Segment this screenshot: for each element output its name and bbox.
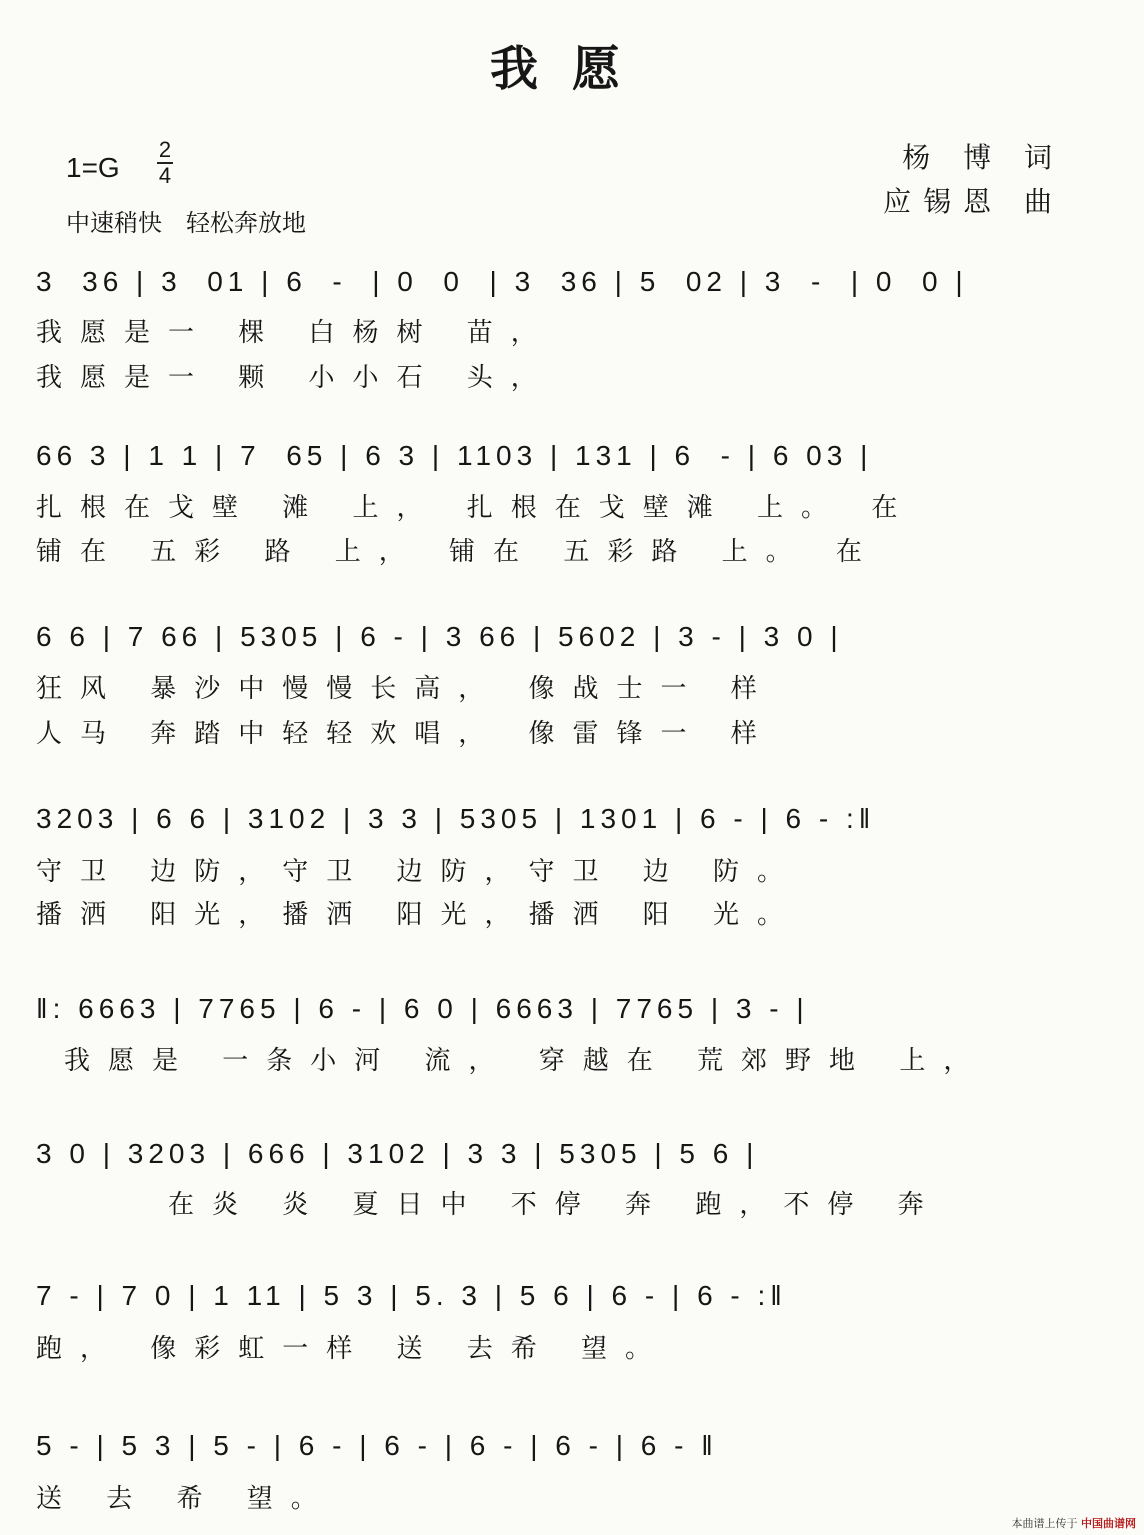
notes-line: ‖: 6663 | 7765 | 6 - | 6 0 | 6663 | 7765 | 3 - | [36,993,809,1024]
song-title: 我愿 [489,41,654,97]
lyric-line: 人马 奔踏中轻轻欢唱， 像雷锋一 样 [36,719,775,749]
lyric-line: 跑， 像彩虹一样 送 去希 望。 [36,1334,670,1364]
lyric-line: 在炎 炎 夏日中 不停 奔 跑，不停 奔 [168,1190,942,1220]
lyric-line: 我愿是一 棵 白杨树 苗， [36,318,555,348]
lyric-line: 扎根在戈壁 滩 上， 扎根在戈壁滩 上。 在 [36,493,916,523]
lyric-line: 守卫 边防，守卫 边防，守卫 边 防。 [36,857,802,887]
site-logo-text: 中国曲谱网 [1081,1517,1136,1530]
notes-line: 3 36 | 3 01 | 6 - | 0 0 | 3 36 | 5 02 | 3 - | 0 0 | [36,266,968,297]
time-signature-bottom: 4 [158,163,172,188]
key-signature: 1=G [66,152,120,183]
notes-line: 7 - | 7 0 | 1 11 | 5 3 | 5. 3 | 5 6 | 6 - | 6 - :‖ [36,1280,787,1311]
notation-line [36,426,1110,482]
time-signature [156,138,174,188]
notes-line: 6 6 | 7 66 | 5305 | 6 - | 3 66 | 5602 | 3 - | 3 0 | [36,621,843,652]
notation-line [36,1266,1110,1322]
time-signature-top: 2 [158,137,172,162]
notation-line [36,979,1110,1035]
notation-line [36,789,1110,845]
lyricist-credit: 杨 博 词 [902,141,1064,174]
notes-line: 3 0 | 3203 | 666 | 3102 | 3 3 | 5305 | 5 6 | [36,1138,759,1169]
lyric-line: 我愿是一 颗 小小石 头， [36,363,555,393]
notation-line [36,1416,1110,1472]
notation-line [36,1124,1110,1180]
lyric-line: 播洒 阳光，播洒 阳光，播洒 阳 光。 [36,900,802,930]
notation-line [36,252,1110,308]
notes-line: 5 - | 5 3 | 5 - | 6 - | 6 - | 6 - | 6 - | 6 - ‖ [36,1430,718,1461]
upload-credit [1012,1515,1137,1531]
notes-line: 66 3 | 1 1 | 7 65 | 6 3 | 1103 | 131 | 6 - | 6 03 | [36,440,873,471]
lyric-line: 我愿是 一条小河 流， 穿越在 荒郊野地 上， [64,1046,988,1076]
lyric-line: 狂风 暴沙中慢慢长高， 像战士一 样 [36,674,775,704]
composer-credit: 应锡恩 曲 [883,185,1064,218]
tempo-marking: 中速稍快 轻松奔放地 [66,209,306,237]
notation-line [36,607,1110,663]
lyric-line: 送 去 希 望。 [36,1484,335,1514]
upload-credit-prefix: 本曲谱上传于 [1011,1517,1078,1530]
lyric-line: 铺在 五彩 路 上， 铺在 五彩路 上。 在 [36,537,880,567]
notes-line: 3203 | 6 6 | 3102 | 3 3 | 5305 | 1301 | 6 - | 6 - :‖ [36,803,876,834]
